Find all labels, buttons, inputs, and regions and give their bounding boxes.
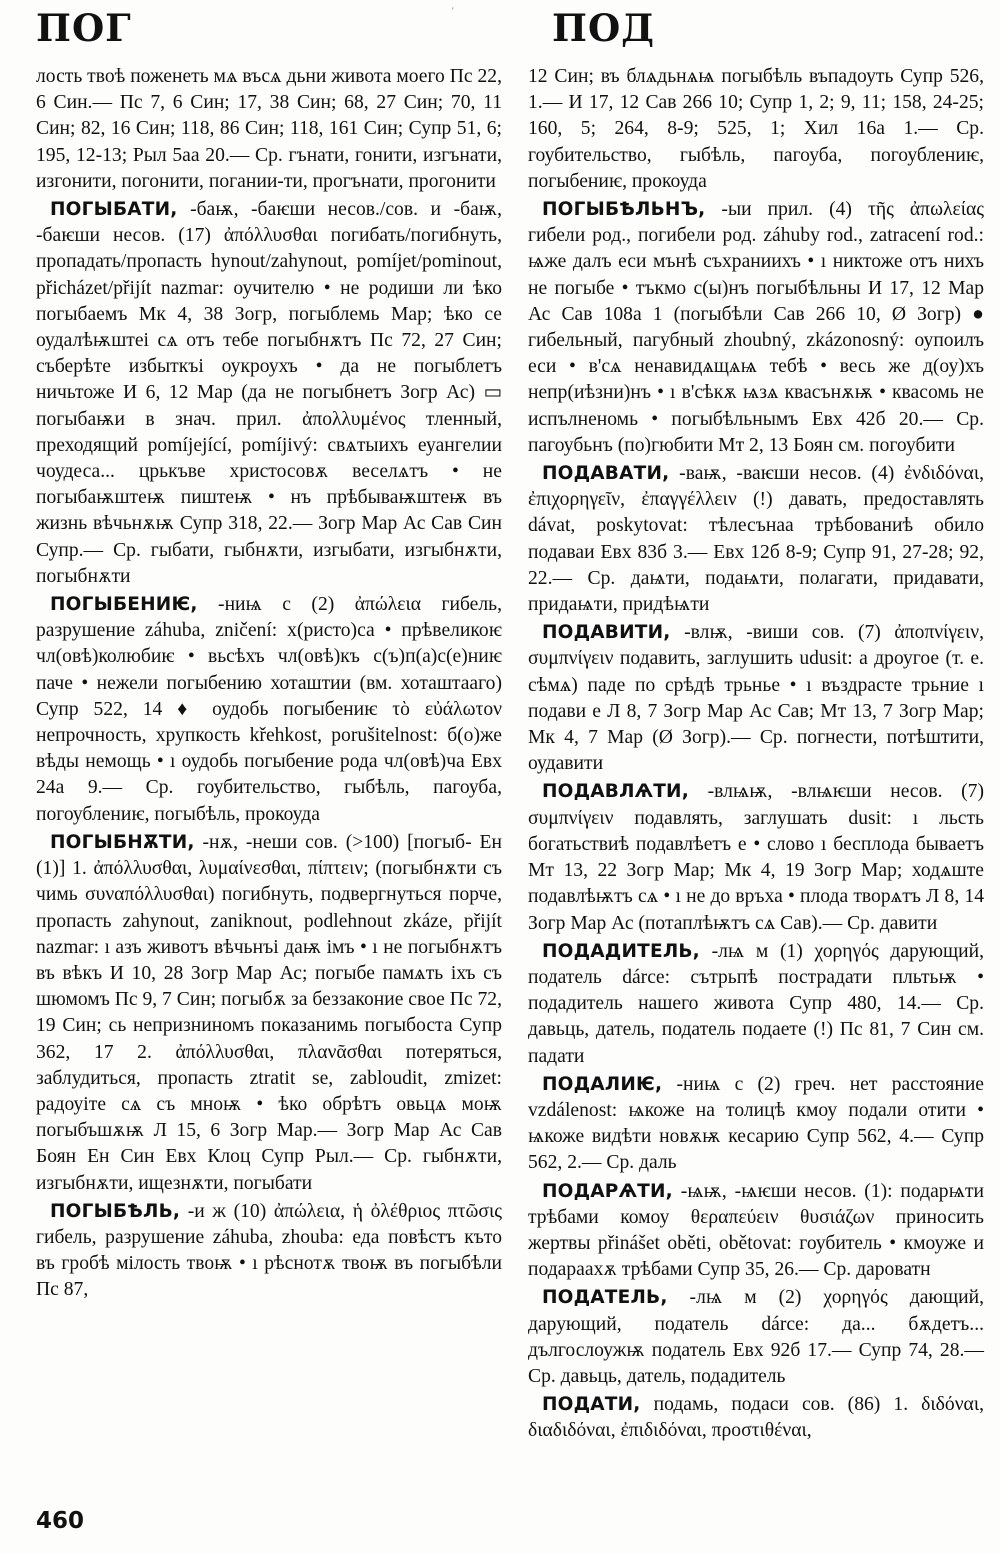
entry-headword: ПОДАЛИѤ, <box>542 1073 663 1095</box>
entry-headword: ПОГЫБЕНИѤ, <box>50 594 198 616</box>
dictionary-entry <box>528 197 984 459</box>
entry-text: лость твоѣ поженеть мѧ въсѧ дьни живота моего Пс 22, 6 Син.— Пс 7, 6 Син; 17, 38 Син; 68, 27 Син; 70, 11 Син; 82, 16 Син; 118, 86 Син; 118, 161 Син; Супр 51, 6; 195, 12-13; Рыл 5аа 20.— Ср. гънати, гонити, изгънати, изгонити, погонити, погании-ти, прогънати, прогонити <box>36 66 502 192</box>
entry-headword: ПОГЫБАТИ, <box>50 199 178 221</box>
entry-headword: ПОДАТЕЛЬ, <box>542 1287 668 1309</box>
entry-text: -нѫ, -неши сов. (>100) [погыб- Ен (1)] 1. ἀπόλλυσθαι, λυμαίνεσθαι, πίπτειν; (погыбнѫти съ чимь συναπόλλυσθαι) погибнуть, подвергнуться порче, пропасть zahynout, zaniknout, podlehnout zkáze, přijít nazmar: ı азъ животъ вѣчьнъі даѭ імъ • ı не погыбнѫтъ въ вѣкъ И 10, 28 Зогр Мар Ас; погыбе памѧть іхъ съ шюмомъ Пс 9, 7 Син; погыбѫ за беззаконие свое Пс 72, 19 Син; сь непризниномъ показанимь погыбоста Супр 362, 17 2. ἀπόλλυσθαι, πλανᾶσθαι потеряться, заблудиться, пропасть ztratit se, zabloudit, zmizet: радоуіте сѧ съ мноѭ • ѣко обрѣтъ овьцѧ моѭ погыбъшѫѭ Л 15, 6 Зогр Мар.— Зогр Мар Ас Сав Боян Ен Син Евх Клоц Супр Рыл.— Ср. гыбнѫти, изгыбнѫти, ищезнѫти, погыбати <box>36 831 502 1194</box>
entry-headword: ПОГЫБѢЛЬНЪ, <box>542 199 706 221</box>
entry-text: -влѩѭ, -влѩѥши несов. (7) συμπνίγειν подавлять, заглушать dusit: ı льсть богатьствиѣ подавлѣетъ е • слово ı бесплода бываетъ Мт 13, 22 Зогр Мар; Мк 4, 19 Зогр Мар; ходѧште подавлѣѭтъ сѧ • ı не до връха • плода творѧтъ Л 8, 14 Зогр Мар Ас (потаплѣѭтъ сѧ Сав).— Ср. давити <box>528 781 984 934</box>
page-number: 460 <box>36 1508 85 1534</box>
dictionary-entry <box>36 64 502 195</box>
dictionary-entry <box>528 64 984 195</box>
entry-text: -и ж (10) ἀπώλεια, ἡ ὀλέθριος πτῶσις гибель, разрушение záhuba, zhouba: еда повѣстъ къто въ гробѣ мілость твоѭ • ı рѣснотѫ твоѭ въ погыбѣли Пс 87, <box>36 1200 502 1301</box>
entry-text: -ниѩ с (2) греч. нет расстояние vzdálenost: ѩкоже на толицѣ кмоу подали отити • ѩкоже видѣти новѫѭ кесарию Супр 562, 4.— Супр 562, 2.— Ср. даль <box>528 1073 984 1174</box>
dictionary-entry <box>528 939 984 1070</box>
entry-headword: ПОДАВЛѦТИ, <box>542 781 689 803</box>
entry-text: -лѩ м (1) χορηγός дарующий, податель dárce: сътрьпѣ пострадати пльтьѭ • подадитель нашего живота Супр 480, 14.— Ср. давьць, датель, податель подаете (!) Пс 81, 7 Син см. падати <box>528 940 984 1067</box>
dictionary-entry <box>528 461 984 618</box>
running-head-right: ПОД <box>552 6 656 50</box>
entry-text: -лѩ м (2) χορηγός дающий, дарующий, податель dárce: да... бѫдетъ... дългослоужѭ податель Евх 92б 17.— Супр 74, 28.— Ср. давьць, датель, подадитель <box>528 1287 984 1387</box>
entry-headword: ПОДАВАТИ, <box>542 463 670 485</box>
entry-text: -ниѩ с (2) ἀπώλεια гибель, разрушение záhuba, zničení: х(ристо)са • прѣвеликоѥ чл(овѣ)колюбиѥ • вьсѣхъ чл(овѣ)къ с(ъ)п(а)с(е)ниѥ паче • нежели погыбению хоташтии (вм. хоташтааго) Супр 522, 14 ♦ оудобь погыбениѥ τὸ εὐάλωτον непрочность, хрупкость křehkost, porušitelnost: б(о)же вѣды немощь • ı оудобь погыбение рода чл(овѣ)ча Евх 24а 9.— Ср. гоубительство, гыбѣль, пагоуба, погоублениѥ, погыбѣль, прокоуда <box>36 594 502 825</box>
entry-headword: ПОГЫБНѪТИ, <box>50 831 195 853</box>
dictionary-entry <box>528 779 984 936</box>
dictionary-entry <box>528 1179 984 1284</box>
dictionary-entry <box>36 197 502 590</box>
entry-headword: ПОГЫБѢЛЬ, <box>50 1200 181 1222</box>
dictionary-entry <box>36 1199 502 1304</box>
entry-headword: ПОДАВИТИ, <box>542 622 671 644</box>
dictionary-entry <box>36 592 502 828</box>
left-column <box>36 64 502 1304</box>
entry-headword: ПОДАДИТЕЛЬ, <box>542 940 700 962</box>
entry-text: подамь, подаси сов. (86) 1. διδόναι, διαδιδόναι, ἐπιδιδόναι, προστιθέναι, <box>528 1394 984 1442</box>
right-column <box>528 64 984 1445</box>
entry-text: -ѩѭ, -ѩѥши несов. (1): подарѩти трѣбами комоу θεραπεύειν θυσιάζων приносить жертвы přinášet oběti, obětovat: гоубитель • кмоуже и подараахѫ трѣбами Супр 35, 26.— Ср. дароватн <box>528 1180 984 1281</box>
dictionary-entry <box>36 830 502 1197</box>
page-header <box>0 0 1000 60</box>
running-head-left: ПОГ <box>36 6 132 50</box>
entry-text: -ваѭ, -ваѥши несов. (4) ἐνδιδόναι, ἐπιχορηγεῖν, ἐπαγγέλλειν (!) давать, предоставлять dávat, poskytovat: тѣлесънаа трѣбованиѣ обило подаваи Евх 83б 3.— Евх 12б 8-9; Супр 91, 27-28; 92, 22.— Ср. даѩти, подаѩти, полагати, придавати, придаѩти, придѣѩти <box>528 463 984 616</box>
entry-text: -баѭ, -баѥши несов./сов. и -баѭ, -баѥши несов. (17) ἀπόλλυσθαι погибать/погибнуть, пропадать/пропасть hynout/zahynout, pomíjet/pominout, přicházet/přijít nazmar: оучителю • не родиши ли ѣко погыбаемъ Мк 4, 38 Зогр, погыблемь Мар; ѣко се оудалѣѭштеі сѧ отъ тебе погыбнѫтъ Пс 72, 27 Син; съберѣте избыткъі оукроухъ • да не погыблетъ ничьтоже И 6, 12 Мар (да не погыбнетъ Зогр Ас) ▭ погыбаѭи в знач. прил. ἀπολλυμένος тленный, преходящий pomíjející, pomíjivý: свѧтыихъ еуангелии чоудеса... црькъве христосовѫ веселѧтъ • не погыбаѭштеѭ пиштеѭ • нъ прѣбываѭштеѭ въ жизнь вѣчьнѫѭ Супр 318, 22.— Зогр Мар Ас Сав Син Супр.— Ср. гыбати, гыбнѫти, изгыбати, изгыбнѫти, погыбнѫти <box>36 199 502 587</box>
dictionary-entry <box>528 620 984 777</box>
dictionary-entry <box>528 1072 984 1177</box>
entry-text: 12 Син; въ блѧдьнѧѩ погыбѣль въпадоуть Супр 526, 1.— И 17, 12 Сав 266 10; Супр 1, 2; 9, 11; 158, 24-25; 160, 5; 264, 8-9; 525, 1; Хил 16а 1.— Ср. гоубительство, гыбѣль, пагоуба, погоублениѥ, погыбениѥ, прокоуда <box>528 66 984 192</box>
entry-headword: ПОДАТИ, <box>542 1394 641 1416</box>
dictionary-entry <box>528 1392 984 1444</box>
dictionary-entry <box>528 1285 984 1390</box>
entry-text: -ыи прил. (4) τῆς ἀπωλείας гибели род., погибели род. záhuby rod., zatracení rod.: ѩже далъ еси мънѣ съхраниихъ • ı никтоже отъ нихъ не погыбе • тъкмо с(ы)нъ погыбѣльны И 17, 12 Мар Ас Сав 108а 1 (погыбѣли Сав 266 10, Ø Зогр) ● гибельный, пагубный zhoubný, zkázonosný: оупоилъ еси • в'сѧ ненавидѧщѧѩ тебѣ • весь же д(оу)хъ непр(иѣзни)нъ • ı в'сѣкѫ ѩзѧ квасънѫѭ • квасомь не испълненомь • погыбѣльнымъ Евх 42б 20.— Ср. пагоубьнъ (по)гюбити Мт 2, 13 Боян см. погоубити <box>528 199 984 456</box>
entry-text: -влѭ, -виши сов. (7) ἀποπνίγειν, συμπνίγειν подавить, заглушить udusit: а дроугое (т. е. сѣмѧ) паде по срѣдѣ трьнье • ı въздрасте трьние ı подави е Л 8, 7 Зогр Мар Ас Сав; Мт 13, 7 Зогр Мар; Мк 4, 7 Мар (Ø Зогр).— Ср. погнести, потѣштити, оудавити <box>528 622 984 775</box>
entry-headword: ПОДАРѦТИ, <box>542 1180 673 1202</box>
center-mark: ' <box>452 6 454 16</box>
